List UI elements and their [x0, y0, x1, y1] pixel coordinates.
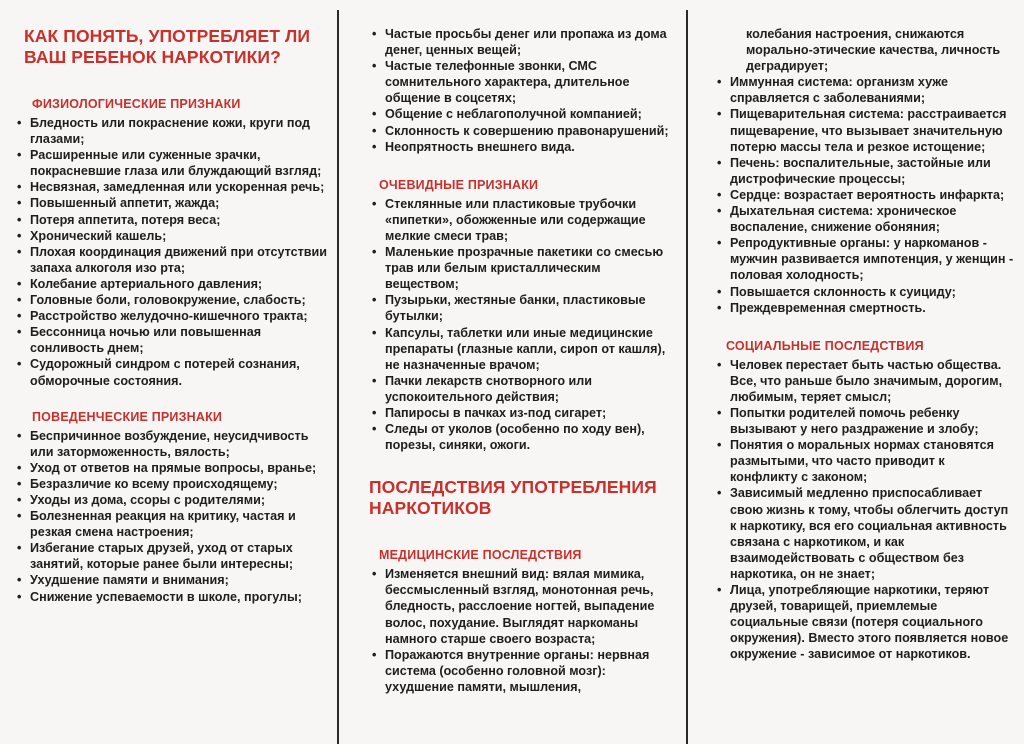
- list-item: • Головные боли, головокружение, слабость;: [14, 292, 328, 308]
- column-1: [0, 0, 338, 744]
- list-item: • Хронический кашель;: [14, 228, 328, 244]
- list-item: • Плохая координация движений при отсутствии запаха алкоголя изо рта;: [14, 244, 328, 276]
- list-item: • Репродуктивные органы: у наркоманов - мужчин развивается импотенция, у женщин - половая холодность;: [714, 235, 1014, 283]
- list-item: • Зависимый медленно приспосабливает свою жизнь к тому, чтобы облегчить доступ к наркотику, вся его социальная активность связана с наркотиком, и как взаимодействовать с обществом без наркотика, он не знает;: [714, 485, 1014, 582]
- medical-continued-list: [714, 26, 1014, 316]
- list-item: • Уход от ответов на прямые вопросы, вранье;: [14, 460, 328, 476]
- list-item: • Бессонница ночью или повышенная сонливость днем;: [14, 324, 328, 356]
- additional-signs-list: [369, 26, 677, 155]
- list-item: • Стеклянные или пластиковые трубочки «пипетки», обожженные или содержащие мелкие смеси трав;: [369, 196, 677, 244]
- list-item: • Лица, употребляющие наркотики, теряют друзей, товарищей, приемлемые социальные связи (потеря социального окружения). Вместо этого появляется новое окружение - зависимое от наркотиков.: [714, 582, 1014, 662]
- list-item: • Колебание артериального давления;: [14, 276, 328, 292]
- list-item: • Иммунная система: организм хуже справляется с заболеваниями;: [714, 74, 1014, 106]
- list-item: • Неопрятность внешнего вида.: [369, 139, 677, 155]
- list-item: • Пачки лекарств снотворного или успокоительного действия;: [369, 373, 677, 405]
- list-item: • Поражаются внутренние органы: нервная система (особенно головной мозг): ухудшение памяти, мышления,: [369, 647, 677, 695]
- list-item: • Ухудшение памяти и внимания;: [14, 572, 328, 588]
- list-item: • Изменяется внешний вид: вялая мимика, бессмысленный взгляд, монотонная речь, бледность, расслоение ногтей, выпадение волос, похудание. Выглядят наркоманы намного старше своего возраста;: [369, 566, 677, 646]
- list-item-continuation: колебания настроения, снижаются морально-этические качества, личность деградирует;: [746, 27, 1001, 74]
- list-item: • Капсулы, таблетки или иные медицинские препараты (глазные капли, сироп от кашля), не назначенные врачом;: [369, 325, 677, 373]
- medical-heading: МЕДИЦИНСКИЕ ПОСЛЕДСТВИЯ: [379, 548, 582, 563]
- list-item: • Папиросы в пачках из-под сигарет;: [369, 405, 677, 421]
- list-item: • Избегание старых друзей, уход от старых занятий, которые ранее были интересны;: [14, 540, 328, 572]
- list-item: • Дыхательная система: хроническое воспаление, снижение обоняния;: [714, 203, 1014, 235]
- column-2: [339, 0, 687, 744]
- social-list: [714, 357, 1014, 663]
- list-item: • Частые просьбы денег или пропажа из дома денег, ценных вещей;: [369, 26, 677, 58]
- consequences-title: ПОСЛЕДСТВИЯ УПОТРЕБЛЕНИЯ НАРКОТИКОВ: [369, 477, 657, 519]
- list-item: • Бледность или покраснение кожи, круги под глазами;: [14, 115, 328, 147]
- social-section: [714, 338, 1014, 663]
- list-item: • Снижение успеваемости в школе, прогулы;: [14, 589, 328, 605]
- list-item: • Повышенный аппетит, жажда;: [14, 195, 328, 211]
- list-item: • Преждевременная смертность.: [714, 300, 1014, 316]
- list-item: • Частые телефонные звонки, СМС сомнительного характера, длительное общение в соцсетях;: [369, 58, 677, 106]
- list-item: • Расширенные или суженные зрачки, покрасневшие глаза или блуждающий взгляд;: [14, 147, 328, 179]
- list-item: • Маленькие прозрачные пакетики со смесью трав или белым кристаллическим веществом;: [369, 244, 677, 292]
- physiological-heading: ФИЗИОЛОГИЧЕСКИЕ ПРИЗНАКИ: [32, 97, 241, 111]
- additional-signs-section: [369, 26, 677, 155]
- behavioral-list: [14, 428, 328, 605]
- list-item: • Печень: воспалительные, застойные или дистрофические процессы;: [714, 155, 1014, 187]
- list-item: • Попытки родителей помочь ребенку вызывают у него раздражение и злобу;: [714, 405, 1014, 437]
- list-item: • Общение с неблагополучной компанией;: [369, 106, 677, 122]
- list-item: • Болезненная реакция на критику, частая и резкая смена настроения;: [14, 508, 328, 540]
- list-item: • Расстройство желудочно-кишечного тракта;: [14, 308, 328, 324]
- list-item: • Пищеварительная система: расстраивается пищеварение, что вызывает значительную потерю массы тела и резкое истощение;: [714, 106, 1014, 154]
- list-item: • Уходы из дома, ссоры с родителями;: [14, 492, 328, 508]
- list-item: • Понятия о моральных нормах становятся размытыми, что часто приводит к конфликту с законом;: [714, 437, 1014, 485]
- list-item: • Несвязная, замедленная или ускоренная речь;: [14, 179, 328, 195]
- medical-list: [369, 566, 677, 695]
- evident-heading: ОЧЕВИДНЫЕ ПРИЗНАКИ: [379, 177, 539, 192]
- evident-list: [369, 196, 677, 454]
- medical-section: [369, 547, 677, 695]
- main-title: КАК ПОНЯТЬ, УПОТРЕБЛЯЕТ ЛИ ВАШ РЕБЕНОК НАРКОТИКИ?: [24, 26, 311, 67]
- behavioral-heading: ПОВЕДЕНЧЕСКИЕ ПРИЗНАКИ: [32, 409, 223, 424]
- medical-continued-section: [714, 26, 1014, 316]
- list-item: • Судорожный синдром с потерей сознания, обморочные состояния.: [14, 356, 328, 388]
- column-3: [688, 0, 1024, 744]
- list-item: • Безразличие ко всему происходящему;: [14, 476, 328, 492]
- physiological-list: [14, 115, 328, 389]
- list-item: • Человек перестает быть частью общества. Все, что раньше было значимым, дорогим, любимым, теряет смысл;: [714, 357, 1014, 405]
- physiological-section: [14, 96, 328, 389]
- behavioral-section: [14, 409, 328, 605]
- social-heading: СОЦИАЛЬНЫЕ ПОСЛЕДСТВИЯ: [726, 338, 924, 353]
- list-item: • Потеря аппетита, потеря веса;: [14, 212, 328, 228]
- list-item: • Сердце: возрастает вероятность инфаркта;: [714, 187, 1014, 203]
- evident-section: [369, 177, 677, 454]
- list-item: • Беспричинное возбуждение, неусидчивость или заторможенность, вялость;: [14, 428, 328, 460]
- list-item: • Пузырьки, жестяные банки, пластиковые бутылки;: [369, 292, 677, 324]
- list-item: • Повышается склонность к суициду;: [714, 284, 1014, 300]
- list-item: • Склонность к совершению правонарушений;: [369, 123, 677, 139]
- list-item: • Следы от уколов (особенно по ходу вен), порезы, синяки, ожоги.: [369, 421, 677, 453]
